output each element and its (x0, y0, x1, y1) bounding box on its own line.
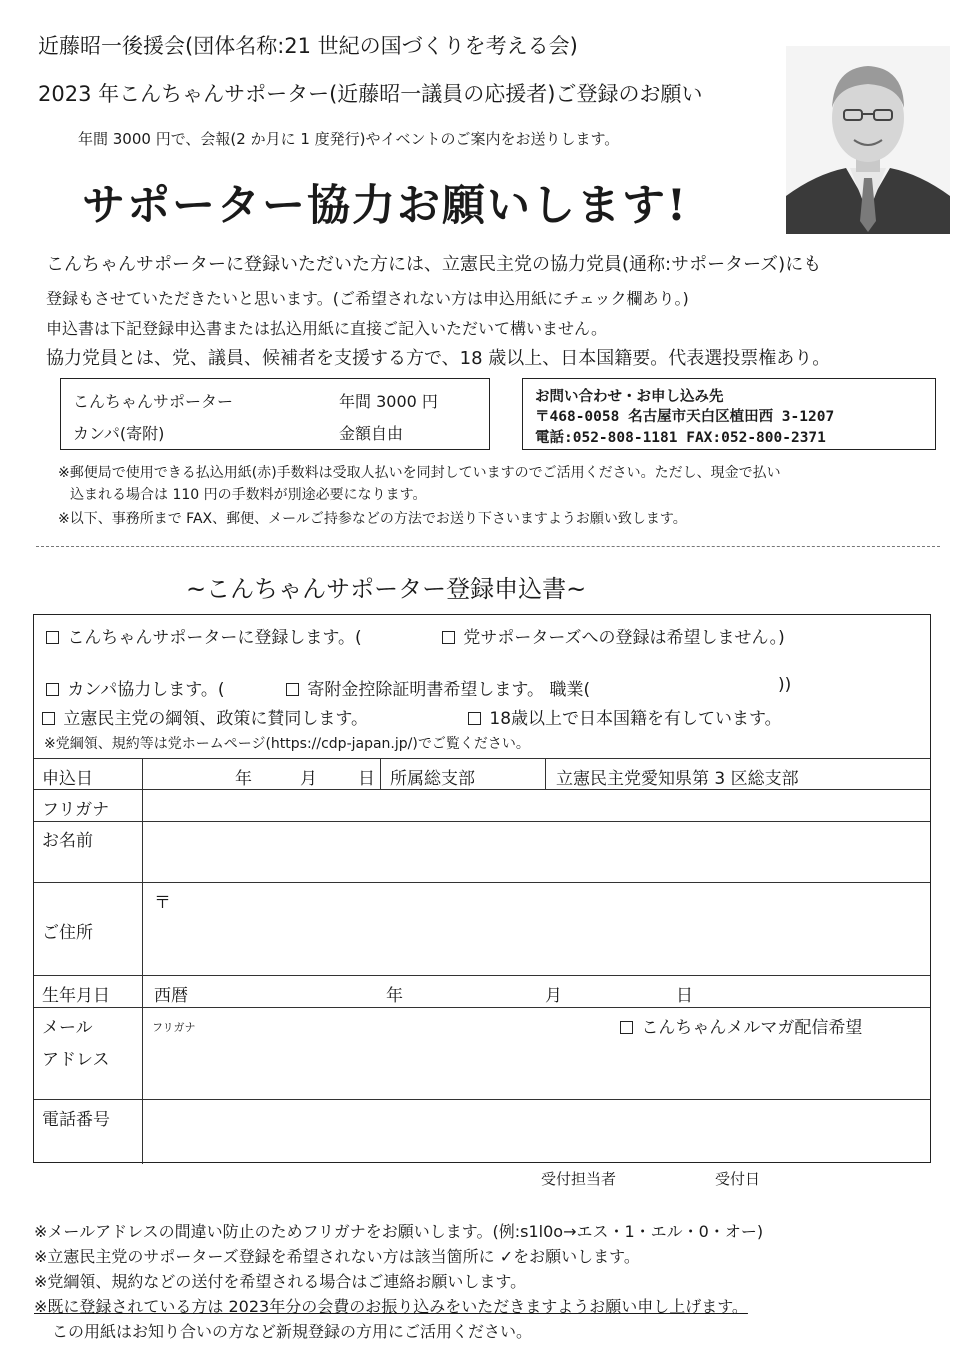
note-sending: ※以下、事務所まで FAX、郵便、メールご持参などの方法でお送り下さいますようお願い致します。 (58, 511, 687, 527)
checkbox-icon[interactable] (42, 712, 55, 725)
checkbox-agree-label: 立憲民主党の綱領、政策に賛同します。 (63, 709, 369, 729)
date-day-unit: 日 (358, 769, 375, 789)
note-payment-1: ※郵便局で使用できる払込用紙(赤)手数料は受取人払いを同封していますのでご活用ください。ただし、現金で払い (58, 465, 781, 481)
registration-form (33, 614, 931, 1163)
organization-name: 近藤昭一後援会(団体名称:21 世紀の国づくりを考える会) (38, 34, 578, 58)
footer-note-5: この用紙はお知り合いの方など新規登録の方用にご活用ください。 (52, 1322, 533, 1341)
checkbox-icon[interactable] (46, 631, 59, 644)
checkbox-receipt-label: 寄附金控除証明書希望します。 職業( (307, 680, 591, 700)
intro-paragraph-2: 登録もさせていただきたいと思います。(ご希望されない方は申込用紙にチェック欄あり。) (46, 289, 689, 308)
checkbox-icon[interactable] (468, 712, 481, 725)
footer-note-1: ※メールアドレスの間違い防止のためフリガナをお願いします。(例:s1l0o→エス・1・エル・0・オー) (34, 1222, 764, 1241)
branch-label: 所属総支部 (390, 769, 475, 789)
footer-note-3: ※党綱領、規約などの送付を希望される場合はご連絡お願いします。 (34, 1272, 527, 1291)
name-field[interactable] (144, 823, 928, 880)
occupation-close: )) (778, 675, 792, 695)
checkbox-icon[interactable] (46, 683, 59, 696)
checkbox-icon[interactable] (620, 1021, 633, 1034)
fee-donation-label: カンパ(寄附) (73, 424, 165, 443)
contact-title: お問い合わせ・お申し込み先 (535, 389, 724, 405)
email-field[interactable] (144, 1035, 928, 1097)
column-divider (380, 758, 381, 789)
reception-staff-label: 受付担当者 (541, 1170, 617, 1188)
birth-month-unit: 月 (545, 986, 562, 1006)
newsletter-label: こんちゃんメルマガ配信希望 (641, 1018, 863, 1038)
checkbox-donation[interactable] (46, 675, 225, 700)
portrait-photo (786, 46, 950, 234)
name-label: お名前 (42, 831, 93, 851)
note-payment-2: 込まれる場合は 110 円の手数料が別途必要になります。 (70, 487, 427, 503)
checkbox-age-nationality[interactable] (468, 704, 782, 729)
birth-day-unit: 日 (676, 986, 693, 1006)
contact-address: 〒468-0058 名古屋市天白区植田西 3-1207 (535, 409, 835, 425)
fee-description: 年間 3000 円で、会報(2 か月に 1 度発行)やイベントのご案内をお送りします。 (78, 130, 620, 148)
row-divider (34, 758, 930, 759)
email-label-1: メール (42, 1018, 93, 1038)
fee-box (60, 378, 490, 450)
form-title: ~こんちゃんサポーター登録申込書~ (186, 575, 587, 603)
checkbox-decline-party-supporters[interactable] (442, 623, 785, 648)
contact-box (522, 378, 936, 450)
row-divider (34, 789, 930, 790)
row-divider (34, 1099, 930, 1100)
date-month-unit: 月 (300, 769, 317, 789)
furigana-field[interactable] (144, 791, 928, 819)
checkbox-icon[interactable] (442, 631, 455, 644)
column-divider (142, 758, 143, 1164)
fee-supporter-label: こんちゃんサポーター (73, 392, 234, 411)
document-subtitle: 2023 年こんちゃんサポーター(近藤昭一議員の応援者)ご登録のお願い (38, 82, 703, 106)
reception-date-label: 受付日 (715, 1170, 761, 1188)
footer-note-2: ※立憲民主党のサポーターズ登録を希望されない方は該当箇所に ✓をお願いします。 (34, 1247, 640, 1266)
checkbox-age-label: 18歳以上で日本国籍を有しています。 (489, 709, 782, 729)
postal-mark: 〒 (154, 893, 171, 913)
checkbox-agree-policy[interactable] (42, 704, 368, 729)
page-title: サポーター協力お願いします! (82, 181, 688, 231)
branch-value: 立憲民主党愛知県第 3 区総支部 (556, 769, 799, 789)
cut-line (36, 546, 940, 547)
checkbox-donation-receipt[interactable] (286, 675, 590, 700)
footer-note-4: ※既に登録されている方は 2023年分の会費のお振り込みをいただきますようお願い申し上げます。 (34, 1297, 748, 1316)
checkbox-donation-label: カンパ協力します。( (67, 680, 225, 700)
checkbox-register-label: こんちゃんサポーターに登録します。( (67, 628, 362, 648)
row-divider (34, 821, 930, 822)
birth-year-unit: 年 (386, 986, 403, 1006)
fee-supporter-value: 年間 3000 円 (339, 392, 438, 411)
column-divider (545, 758, 546, 789)
phone-label: 電話番号 (42, 1110, 110, 1130)
intro-paragraph-4: 協力党員とは、党、議員、候補者を支援する方で、18 歳以上、日本国籍要。代表選投票権あり。 (46, 348, 831, 369)
fee-donation-value: 金額自由 (339, 424, 404, 443)
checkbox-icon[interactable] (286, 683, 299, 696)
contact-phone: 電話:052-808-1181 FAX:052-800-2371 (535, 430, 826, 446)
date-label: 申込日 (42, 769, 93, 789)
row-divider (34, 975, 930, 976)
intro-paragraph-1: こんちゃんサポーターに登録いただいた方には、立憲民主党の協力党員(通称:サポーターズ)にも (46, 254, 822, 275)
email-label-2: アドレス (42, 1050, 110, 1070)
row-divider (34, 882, 930, 883)
birth-date-label: 生年月日 (42, 986, 110, 1006)
address-field[interactable] (144, 884, 928, 973)
furigana-label: フリガナ (42, 800, 110, 820)
email-furigana-hint: フリガナ (152, 1021, 196, 1034)
checkbox-register-supporter[interactable] (46, 623, 362, 648)
phone-field[interactable] (144, 1101, 928, 1161)
row-divider (34, 1007, 930, 1008)
policy-link-note: ※党綱領、規約等は党ホームページ(https://cdp-japan.jp/)でご覧ください。 (44, 736, 530, 752)
checkbox-decline-label: 党サポーターズへの登録は希望しません。) (463, 628, 785, 648)
intro-paragraph-3: 申込書は下記登録申込書または払込用紙に直接ご記入いただいて構いません。 (46, 319, 607, 338)
address-label: ご住所 (42, 923, 93, 943)
date-year-unit: 年 (235, 769, 252, 789)
birth-era: 西暦 (154, 986, 188, 1006)
